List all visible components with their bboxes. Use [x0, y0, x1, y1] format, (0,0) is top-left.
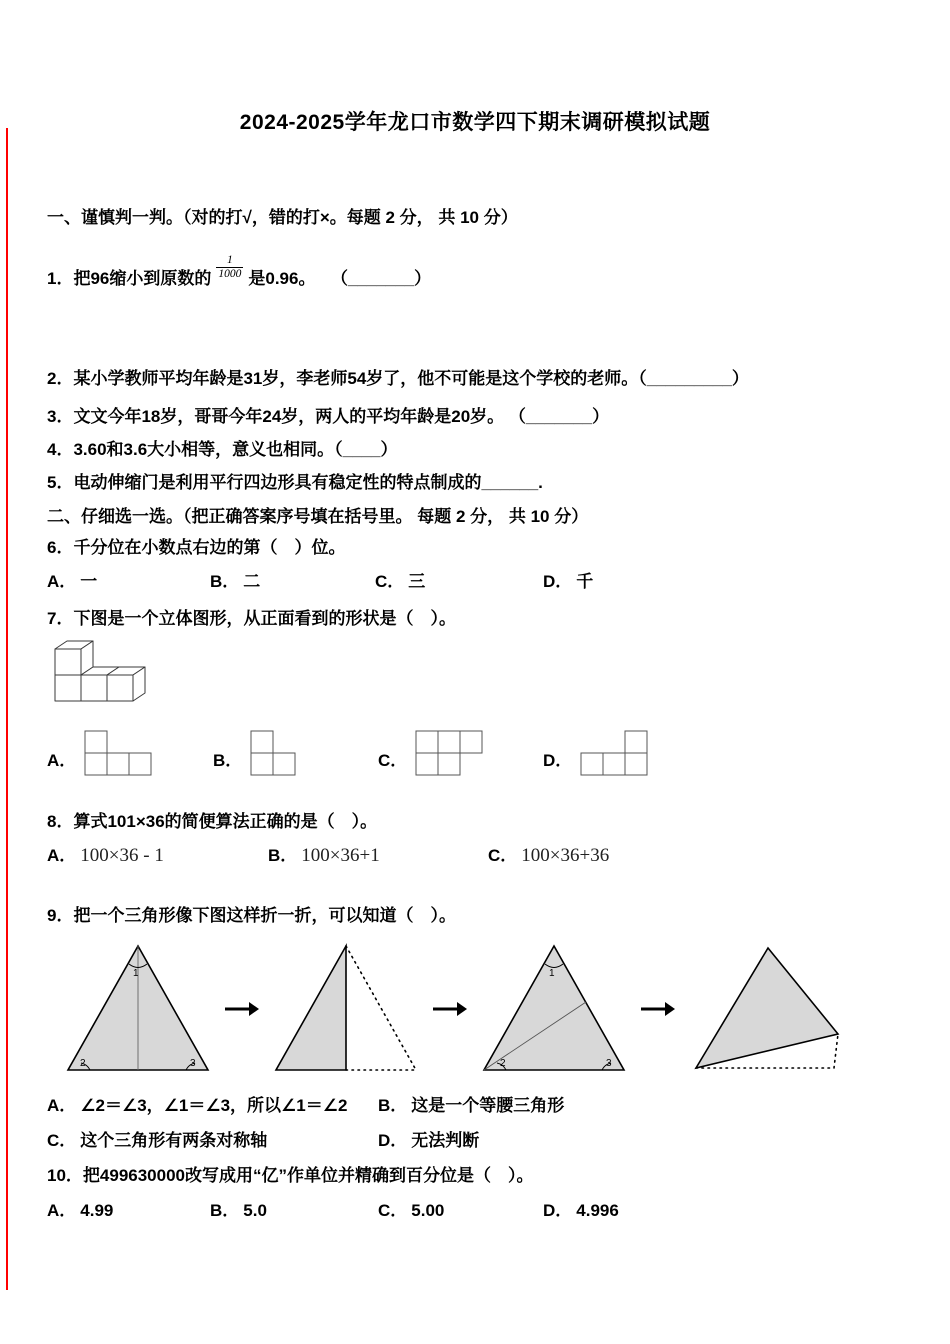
- option-c: C． 三: [375, 572, 426, 592]
- left-margin-line: [6, 128, 8, 1290]
- isometric-cubes-icon: [53, 637, 153, 707]
- option-a: A． 100×36 - 1: [47, 845, 164, 867]
- option-c: C． 这个三角形有两条对称轴: [47, 1131, 268, 1151]
- fraction-denominator: 1000: [218, 268, 242, 281]
- option-c-shape-icon: [415, 730, 483, 776]
- fold-step-1-icon: [62, 938, 214, 1080]
- option-b: B． 100×36+1: [268, 845, 380, 867]
- svg-text:3: 3: [606, 1058, 612, 1070]
- option-b: B．: [213, 730, 378, 776]
- question-9-options-row-1: [47, 1094, 910, 1118]
- question-10: 10．把499630000改写成用“亿”作单位并精确到百分位是（ ）。: [47, 1166, 534, 1186]
- option-a-shape-icon: [84, 730, 152, 776]
- question-7-options: [47, 730, 910, 776]
- option-a: A． 4.99: [47, 1201, 114, 1221]
- option-a: A． 一: [47, 572, 98, 592]
- fraction-numerator: 1: [216, 254, 243, 268]
- answer-blank: （_______）: [339, 269, 432, 289]
- option-d: D．: [543, 730, 648, 776]
- svg-text:2: 2: [80, 1058, 86, 1070]
- question-6: 6．千分位在小数点右边的第（ ）位。: [47, 538, 346, 558]
- question-1-pre: 1．把96缩小到原数的: [47, 269, 212, 289]
- option-b: B． 二: [210, 572, 261, 592]
- question-7: 7．下图是一个立体图形，从正面看到的形状是（ ）。: [47, 609, 456, 629]
- option-d: D． 4.996: [543, 1201, 619, 1221]
- arrow-right-icon: [640, 999, 676, 1019]
- question-5: 5．电动伸缩门是利用平行四边形具有稳定性的特点制成的______.: [47, 473, 543, 493]
- option-c: C．: [378, 730, 543, 776]
- option-b: B． 5.0: [210, 1201, 267, 1221]
- question-8: 8．算式101×36的简便算法正确的是（ ）。: [47, 812, 378, 832]
- option-d: D． 无法判断: [378, 1131, 480, 1151]
- section-1-header: 一、谨慎判一判。（对的打√，错的打×。每题 2 分， 共 10 分）: [47, 208, 518, 227]
- cube-figure: [53, 637, 910, 714]
- section-2-header: 二、仔细选一选。（把正确答案序号填在括号里。 每题 2 分， 共 10 分）: [47, 507, 589, 527]
- svg-text:3: 3: [190, 1058, 196, 1070]
- question-4: 4．3.60和3.6大小相等，意义也相同。（____）: [47, 440, 398, 460]
- option-d: D． 千: [543, 572, 594, 592]
- question-1: [47, 254, 910, 291]
- arrow-right-icon: [432, 999, 468, 1019]
- option-d-shape-icon: [580, 730, 648, 776]
- math-expression: 100×36+36: [521, 845, 610, 867]
- svg-text:1: 1: [133, 968, 139, 980]
- option-b-shape-icon: [250, 730, 296, 776]
- fold-step-3-icon: [478, 938, 630, 1080]
- math-expression: 100×36 - 1: [80, 845, 164, 867]
- fold-step-4-icon: [686, 938, 846, 1080]
- svg-text:1: 1: [549, 968, 555, 980]
- question-10-options: [47, 1199, 910, 1223]
- question-3: 3．文文今年18岁，哥哥今年24岁，两人的平均年龄是20岁。 （_______）: [47, 407, 610, 427]
- math-expression: 100×36+1: [301, 845, 380, 867]
- triangle-fold-figure: [62, 938, 910, 1080]
- exam-content: [0, 206, 950, 1223]
- question-9: 9．把一个三角形像下图这样折一折，可以知道（ ）。: [47, 906, 456, 926]
- page-title: 2024-2025学年龙口市数学四下期末调研模拟试题: [239, 111, 711, 134]
- question-8-options: [47, 844, 910, 868]
- fraction-1-1000: [216, 254, 243, 281]
- option-c: C． 100×36+36: [488, 845, 610, 867]
- svg-text:2: 2: [500, 1058, 506, 1070]
- option-a: A． ∠2＝∠3，∠1＝∠3，所以∠1＝∠2: [47, 1096, 348, 1116]
- question-1-post: 是0.96。: [248, 269, 316, 289]
- question-9-options-row-2: [47, 1129, 910, 1153]
- option-a: A．: [47, 730, 213, 776]
- arrow-right-icon: [224, 999, 260, 1019]
- fold-step-2-icon: [270, 938, 422, 1080]
- option-b: B． 这是一个等腰三角形: [378, 1096, 565, 1116]
- question-6-options: [47, 570, 910, 594]
- option-c: C． 5.00: [378, 1201, 445, 1221]
- question-2: 2．某小学教师平均年龄是31岁，李老师54岁了，他不可能是这个学校的老师。（_________）: [47, 369, 749, 389]
